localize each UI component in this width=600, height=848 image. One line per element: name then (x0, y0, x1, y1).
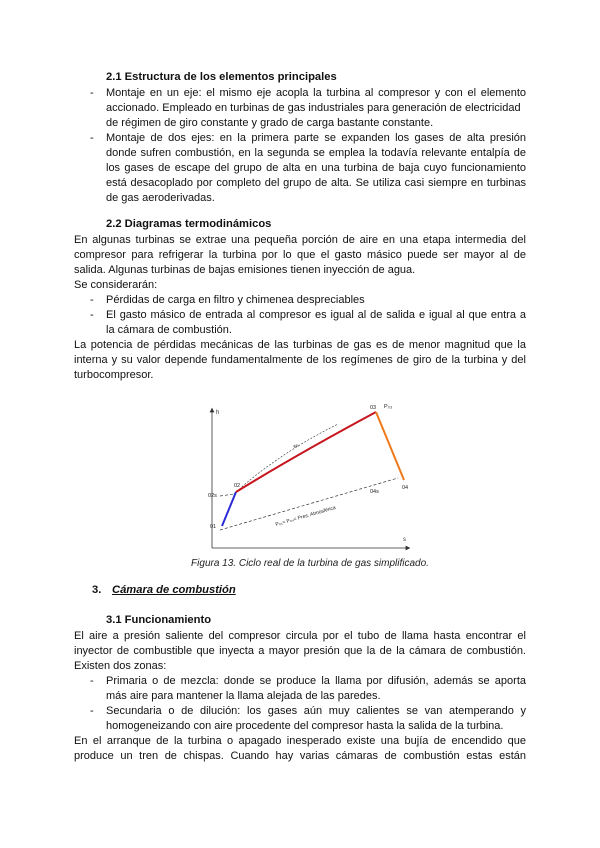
section-3-1-title: 3.1 Funcionamiento (106, 614, 212, 626)
x-axis-label: s (403, 537, 406, 543)
sec21-item2-line4: está desacoplado por completo del grupo de alta. Se utiliza casi siempre en turbinas (106, 177, 526, 189)
sec21-item2-line5: de gas aeroderivadas. (106, 192, 215, 204)
section-3-number: 3. (92, 584, 102, 596)
sec22-para1-line1: En algunas turbinas se extrae una pequeña porción de aire en una etapa intermedia del (74, 234, 526, 246)
sec31-item1-line2: más aire para mantener la llama alejada de las paredes. (106, 690, 381, 702)
bullet: - (90, 675, 94, 687)
sec22-item2-line1: El gasto másico de entrada al compresor es igual al de salida e igual al que entra a (106, 309, 526, 321)
sec22-para1-line3: salida. Algunas turbinas de bajas emisiones tienen inyección de agua. (74, 264, 416, 276)
y-axis-label: h (216, 410, 220, 416)
sec21-item2-line2: donde sufren combustión, en la segunda se emplea la todavía relevante entalpía de (106, 147, 526, 159)
sec31-item2-line2: homogeneizando con aire procedente del compresor hasta la salida de la turbina. (106, 720, 504, 732)
point-03-label: 03 (370, 405, 377, 411)
bullet: - (90, 705, 94, 717)
bullet: - (90, 294, 94, 306)
bullet: - (90, 132, 94, 144)
sec22-item2-line2: la cámara de combustión. (106, 324, 232, 336)
sec31-item1-line1: Primaria o de mezcla: donde se produce la llama por difusión, además se aporta (106, 675, 526, 687)
bullet: - (90, 309, 94, 321)
sec21-item2-line3: los gases de escape del grupo de alta en una turbina de baja cuyo funcionamiento (106, 162, 526, 174)
sec21-item2-line1: Montaje de dos ejes: en la primera parte se expanden los gases de alta presión (106, 132, 526, 144)
figure-caption: Figura 13. Ciclo real de la turbina de gas simplificado. (191, 558, 429, 569)
sec31-item2-line1: Secundaria o de dilución: los gases aún muy calientes se van atemperando y (106, 705, 526, 717)
sec21-item1-line2: accionado. Empleado en turbinas de gas industriales para generación de electricidad (106, 102, 521, 114)
sec22-para2-line3: turbocompresor. (74, 369, 154, 381)
point-01-label: 01 (210, 524, 217, 530)
sec22-item1: Pérdidas de carga en filtro y chimenea despreciables (106, 294, 365, 306)
section-2-1-title: 2.1 Estructura de los elementos principales (106, 71, 337, 83)
point-04s-label: 04s (370, 489, 379, 495)
bullet: - (90, 87, 94, 99)
expansion-line (376, 412, 404, 480)
p03-label: P₀₃ (384, 404, 393, 410)
thermodynamic-diagram (196, 400, 416, 555)
sec22-para2-line1: La potencia de pérdidas mecánicas de las turbinas de gas es de menor magnitud que la (74, 339, 526, 351)
point-02-label: 02 (234, 483, 241, 489)
point-02s-label: 02s (208, 493, 217, 499)
sec22-consider: Se considerarán: (74, 279, 158, 291)
section-3-text: Cámara de combustión (112, 584, 236, 596)
section-2-2-title: 2.2 Diagramas termodinámicos (106, 218, 272, 230)
compression-line (222, 492, 236, 526)
isobar-label: P₀₁= P₀₄= Pres. Atmosférica (274, 504, 337, 528)
work-label: w₀ (292, 442, 301, 450)
section-3-title (92, 584, 236, 596)
point-04-label: 04 (402, 485, 409, 491)
combustion-line (236, 412, 376, 492)
sec21-item1-line3: de régimen de giro constante y grado de carga bastante constante. (106, 117, 434, 129)
sec31-para1-line2: inyector de combustible que inyecta a mayor presión que la de la cámara de combustión. (74, 645, 526, 657)
sec31-para1-line3: Existen dos zonas: (74, 660, 167, 672)
sec31-para2-line2: produce un tren de chispas. Cuando hay varias cámaras de combustión estas están (74, 750, 526, 762)
sec21-item1-line1: Montaje en un eje: el mismo eje acopla la turbina al compresor y con el elemento (106, 87, 526, 99)
sec22-para1-line2: compresor para refrigerar la turbina por lo que el gasto másico puede ser mayor al de (74, 249, 526, 261)
sec22-para2-line2: interna y su valor depende fundamentalmente de los regímenes de giro de la turbina y del (74, 354, 526, 366)
sec31-para1-line1: El aire a presión saliente del compresor circula por el tubo de llama hasta encontrar el (74, 630, 526, 642)
isentropic-02s-line (220, 494, 234, 496)
sec31-para2-line1: En el arranque de la turbina o apagado inesperado existe una bujía de encendido que (74, 735, 526, 747)
